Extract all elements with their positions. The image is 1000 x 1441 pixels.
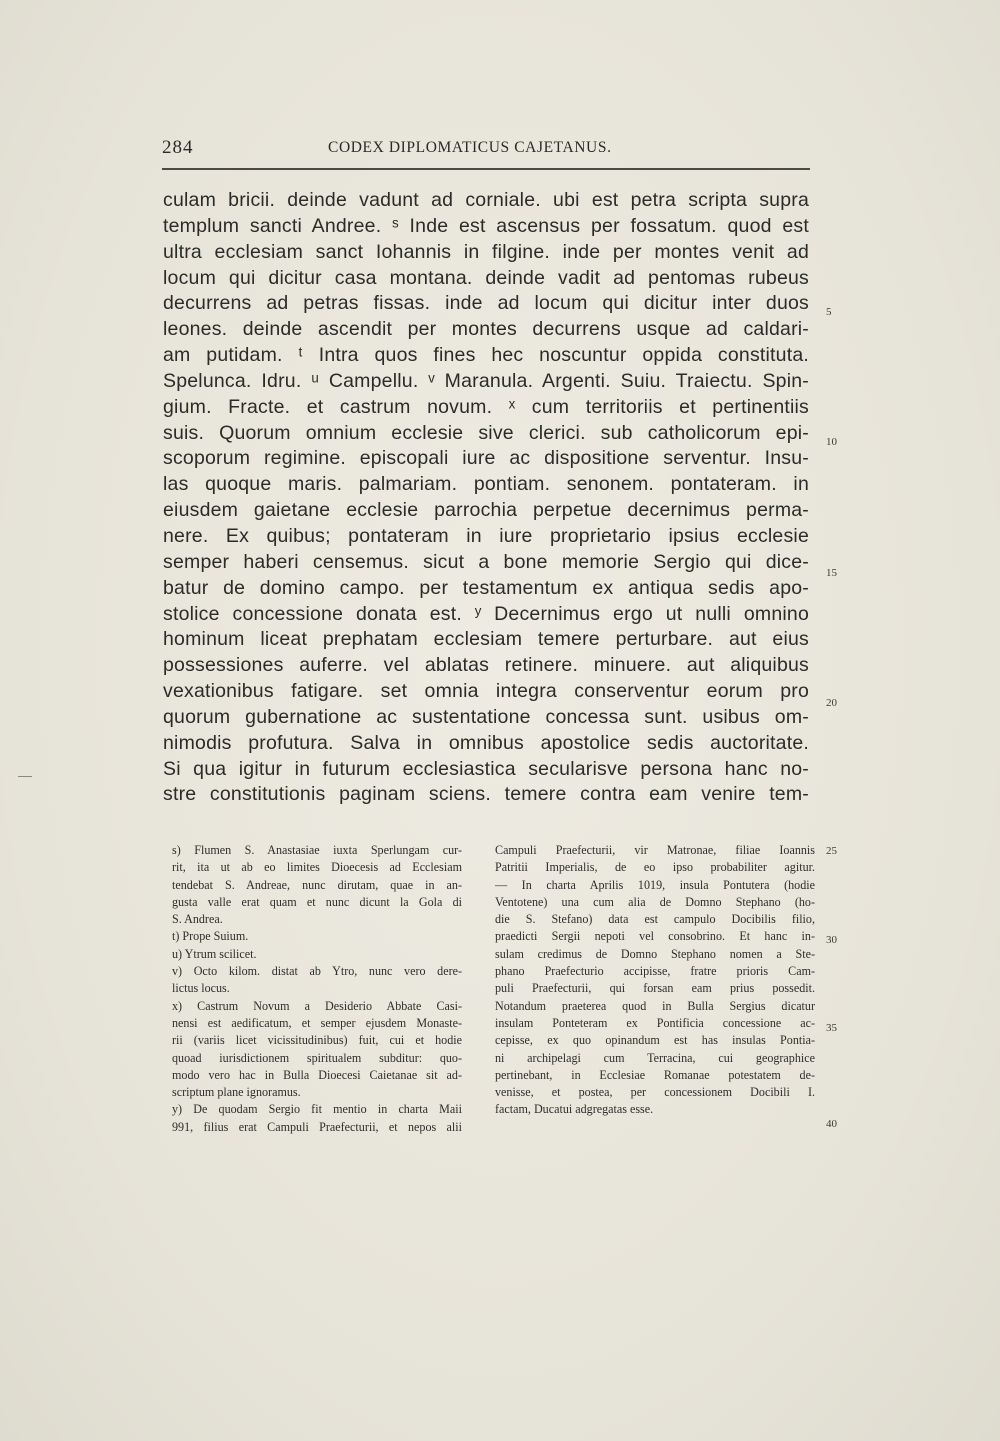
text-line: quorum gubernatione ac sustentatione concessa sunt. usibus om-	[163, 705, 809, 728]
margin-mark	[18, 776, 32, 777]
text-line: stolice concessione donata est. ʸ Decernimus ergo ut nulli omnino	[163, 602, 809, 625]
footnote-line: ni archipelagi cum Terracina, cui geographice	[495, 1050, 815, 1065]
footnote-line: nensi est aedificatum, et semper ejusdem Monaste-	[172, 1015, 462, 1030]
text-line: ultra ecclesiam sanct Iohannis in filgine. inde per montes venit ad	[163, 240, 809, 263]
footnote-line: lictus locus.	[172, 981, 230, 996]
text-line: vexationibus fatigare. set omnia integra conserventur eorum pro	[163, 680, 809, 703]
footnote-line: tendebat S. Andreae, nunc dirutam, quae in an-	[172, 877, 462, 892]
text-line: las quoque maris. palmariam. pontiam. senonem. pontateram. in	[163, 473, 809, 496]
footnote-line: pertinebant, in Ecclesiae Romanae potestatem de-	[495, 1067, 815, 1082]
footnote-line: Campuli Praefecturii, vir Matronae, filiae Ioannis	[495, 843, 815, 857]
text-line: suis. Quorum omnium ecclesie sive clerici. sub catholicorum epi-	[163, 421, 809, 444]
footnote-line: scriptum plane ignoramus.	[172, 1085, 301, 1100]
header-rule	[162, 168, 810, 170]
footnote-line: v) Octo kilom. distat ab Ytro, nunc vero dere-	[172, 964, 462, 979]
main-text-block	[163, 188, 809, 808]
text-line: locum qui dicitur casa montana. deinde vadit ad pentomas rubeus	[163, 266, 809, 289]
footnote-line: Ventotene) una cum alia de Domno Stephano (ho-	[495, 894, 815, 909]
footnote-line: puli Praefecturii, qui forsan eam prius possedit.	[495, 981, 815, 996]
footnote-line: praedicti Sergii nepoti vel consobrino. Et hanc in-	[495, 929, 815, 944]
text-line: Si qua igitur in futurum ecclesiastica secularisve persona hanc no-	[163, 757, 809, 780]
running-title: CODEX DIPLOMATICUS CAJETANUS.	[328, 139, 612, 156]
text-line: stre constitutionis paginam sciens. temere contra eam venire tem-	[163, 783, 809, 806]
line-number-margin	[826, 0, 856, 1441]
footnote-line: x) Castrum Novum a Desiderio Abbate Casi-	[172, 998, 462, 1013]
page-header	[162, 137, 810, 167]
text-line: nere. Ex quibus; pontateram in iure proprietario ipsius ecclesie	[163, 524, 809, 547]
footnote-line: die S. Stefano) data est campulo Docibilis filio,	[495, 912, 815, 927]
footnote-line: Patritii Imperialis, de eo ipso probabiliter agitur.	[495, 860, 815, 875]
footnote-line: S. Andrea.	[172, 912, 223, 927]
footnote-line: — In charta Aprilis 1019, insula Pontutera (hodie	[495, 877, 815, 892]
text-line: gium. Fracte. et castrum novum. ˣ cum territoriis et pertinentiis	[163, 395, 809, 418]
line-number-35: 35	[826, 1022, 837, 1034]
footnote-line: cepisse, ex quo opinandum est has insulas Pontia-	[495, 1033, 815, 1048]
text-line: hominum liceat prephatam ecclesiam temere perturbare. aut eius	[163, 628, 809, 651]
footnotes-right-column	[495, 842, 815, 1119]
text-line: Spelunca. Idru. ᵘ Campellu. ᵛ Maranula. Argenti. Suiu. Traiectu. Spin-	[163, 369, 809, 392]
text-line: am putidam. ᵗ Intra quos fines hec noscuntur oppida constituta.	[163, 344, 809, 367]
line-number-40: 40	[826, 1118, 837, 1130]
footnote-line: rit, ita ut ab eo limites Dioecesis ad Ecclesiam	[172, 860, 462, 875]
text-line: semper haberi censemus. sicut a bone memorie Sergio qui dice-	[163, 550, 809, 573]
line-number-10: 10	[826, 436, 837, 448]
footnote-line: sulam credimus de Domno Stephano nomen a Ste-	[495, 946, 815, 961]
footnote-line: phano Praefecturio accipisse, fratre prioris Cam-	[495, 964, 815, 979]
footnote-line: insulam Ponteteram ex Pontificia concessione ac-	[495, 1015, 815, 1030]
footnote-line: factam, Ducatui adgregatas esse.	[495, 1102, 654, 1117]
footnote-line: 991, filius erat Campuli Praefecturii, et nepos alii	[172, 1119, 462, 1134]
text-line: scoporum regimine. episcopali iure ac dispositione serventur. Insu-	[163, 447, 809, 470]
text-line: decurrens ad petras fissas. inde ad locum qui dicitur inter duos	[163, 292, 809, 315]
text-line: nimodis profutura. Salva in omnibus apostolice sedis auctoritate.	[163, 731, 809, 754]
text-line: culam bricii. deinde vadunt ad corniale. ubi est petra scripta supra	[163, 189, 809, 211]
line-number-20: 20	[826, 697, 837, 709]
footnote-line: t) Prope Suium.	[172, 929, 249, 944]
footnote-line: Notandum praeterea quod in Bulla Sergius dicatur	[495, 998, 815, 1013]
footnote-line: s) Flumen S. Anastasiae iuxta Sperlungam cur-	[172, 843, 462, 857]
footnote-line: venisse, et postea, per concessionem Docibili I.	[495, 1085, 815, 1100]
footnote-line: gusta valle erat quam et nunc dicunt la Gola di	[172, 894, 462, 909]
footnotes-left-column	[172, 842, 462, 1136]
footnote-line: modo vero hac in Bulla Dioecesi Caietanae sit ad-	[172, 1067, 462, 1082]
footnote-line: rii (variis licet vicissitudinibus) fuit, cui et hodie	[172, 1033, 462, 1048]
text-line: batur de domino campo. per testamentum ex antiqua sedis apo-	[163, 576, 809, 599]
line-number-25: 25	[826, 845, 837, 857]
line-number-5: 5	[826, 306, 832, 318]
line-number-15: 15	[826, 567, 837, 579]
footnote-line: quoad iurisdictionem spiritualem subditur: quo-	[172, 1050, 462, 1065]
footnote-line: y) De quodam Sergio fit mentio in charta Maii	[172, 1102, 462, 1117]
text-line: templum sancti Andree. ˢ Inde est ascensus per fossatum. quod est	[163, 214, 809, 237]
page-number: 284	[162, 137, 194, 158]
text-line: leones. deinde ascendit per montes decurrens usque ad caldari-	[163, 318, 809, 341]
footnote-line: u) Ytrum scilicet.	[172, 946, 257, 961]
line-number-30: 30	[826, 934, 837, 946]
text-line: possessiones auferre. vel ablatas retinere. minuere. aut aliquibus	[163, 654, 809, 677]
text-line: eiusdem gaietane ecclesie parrochia perpetue decernimus perma-	[163, 499, 809, 522]
